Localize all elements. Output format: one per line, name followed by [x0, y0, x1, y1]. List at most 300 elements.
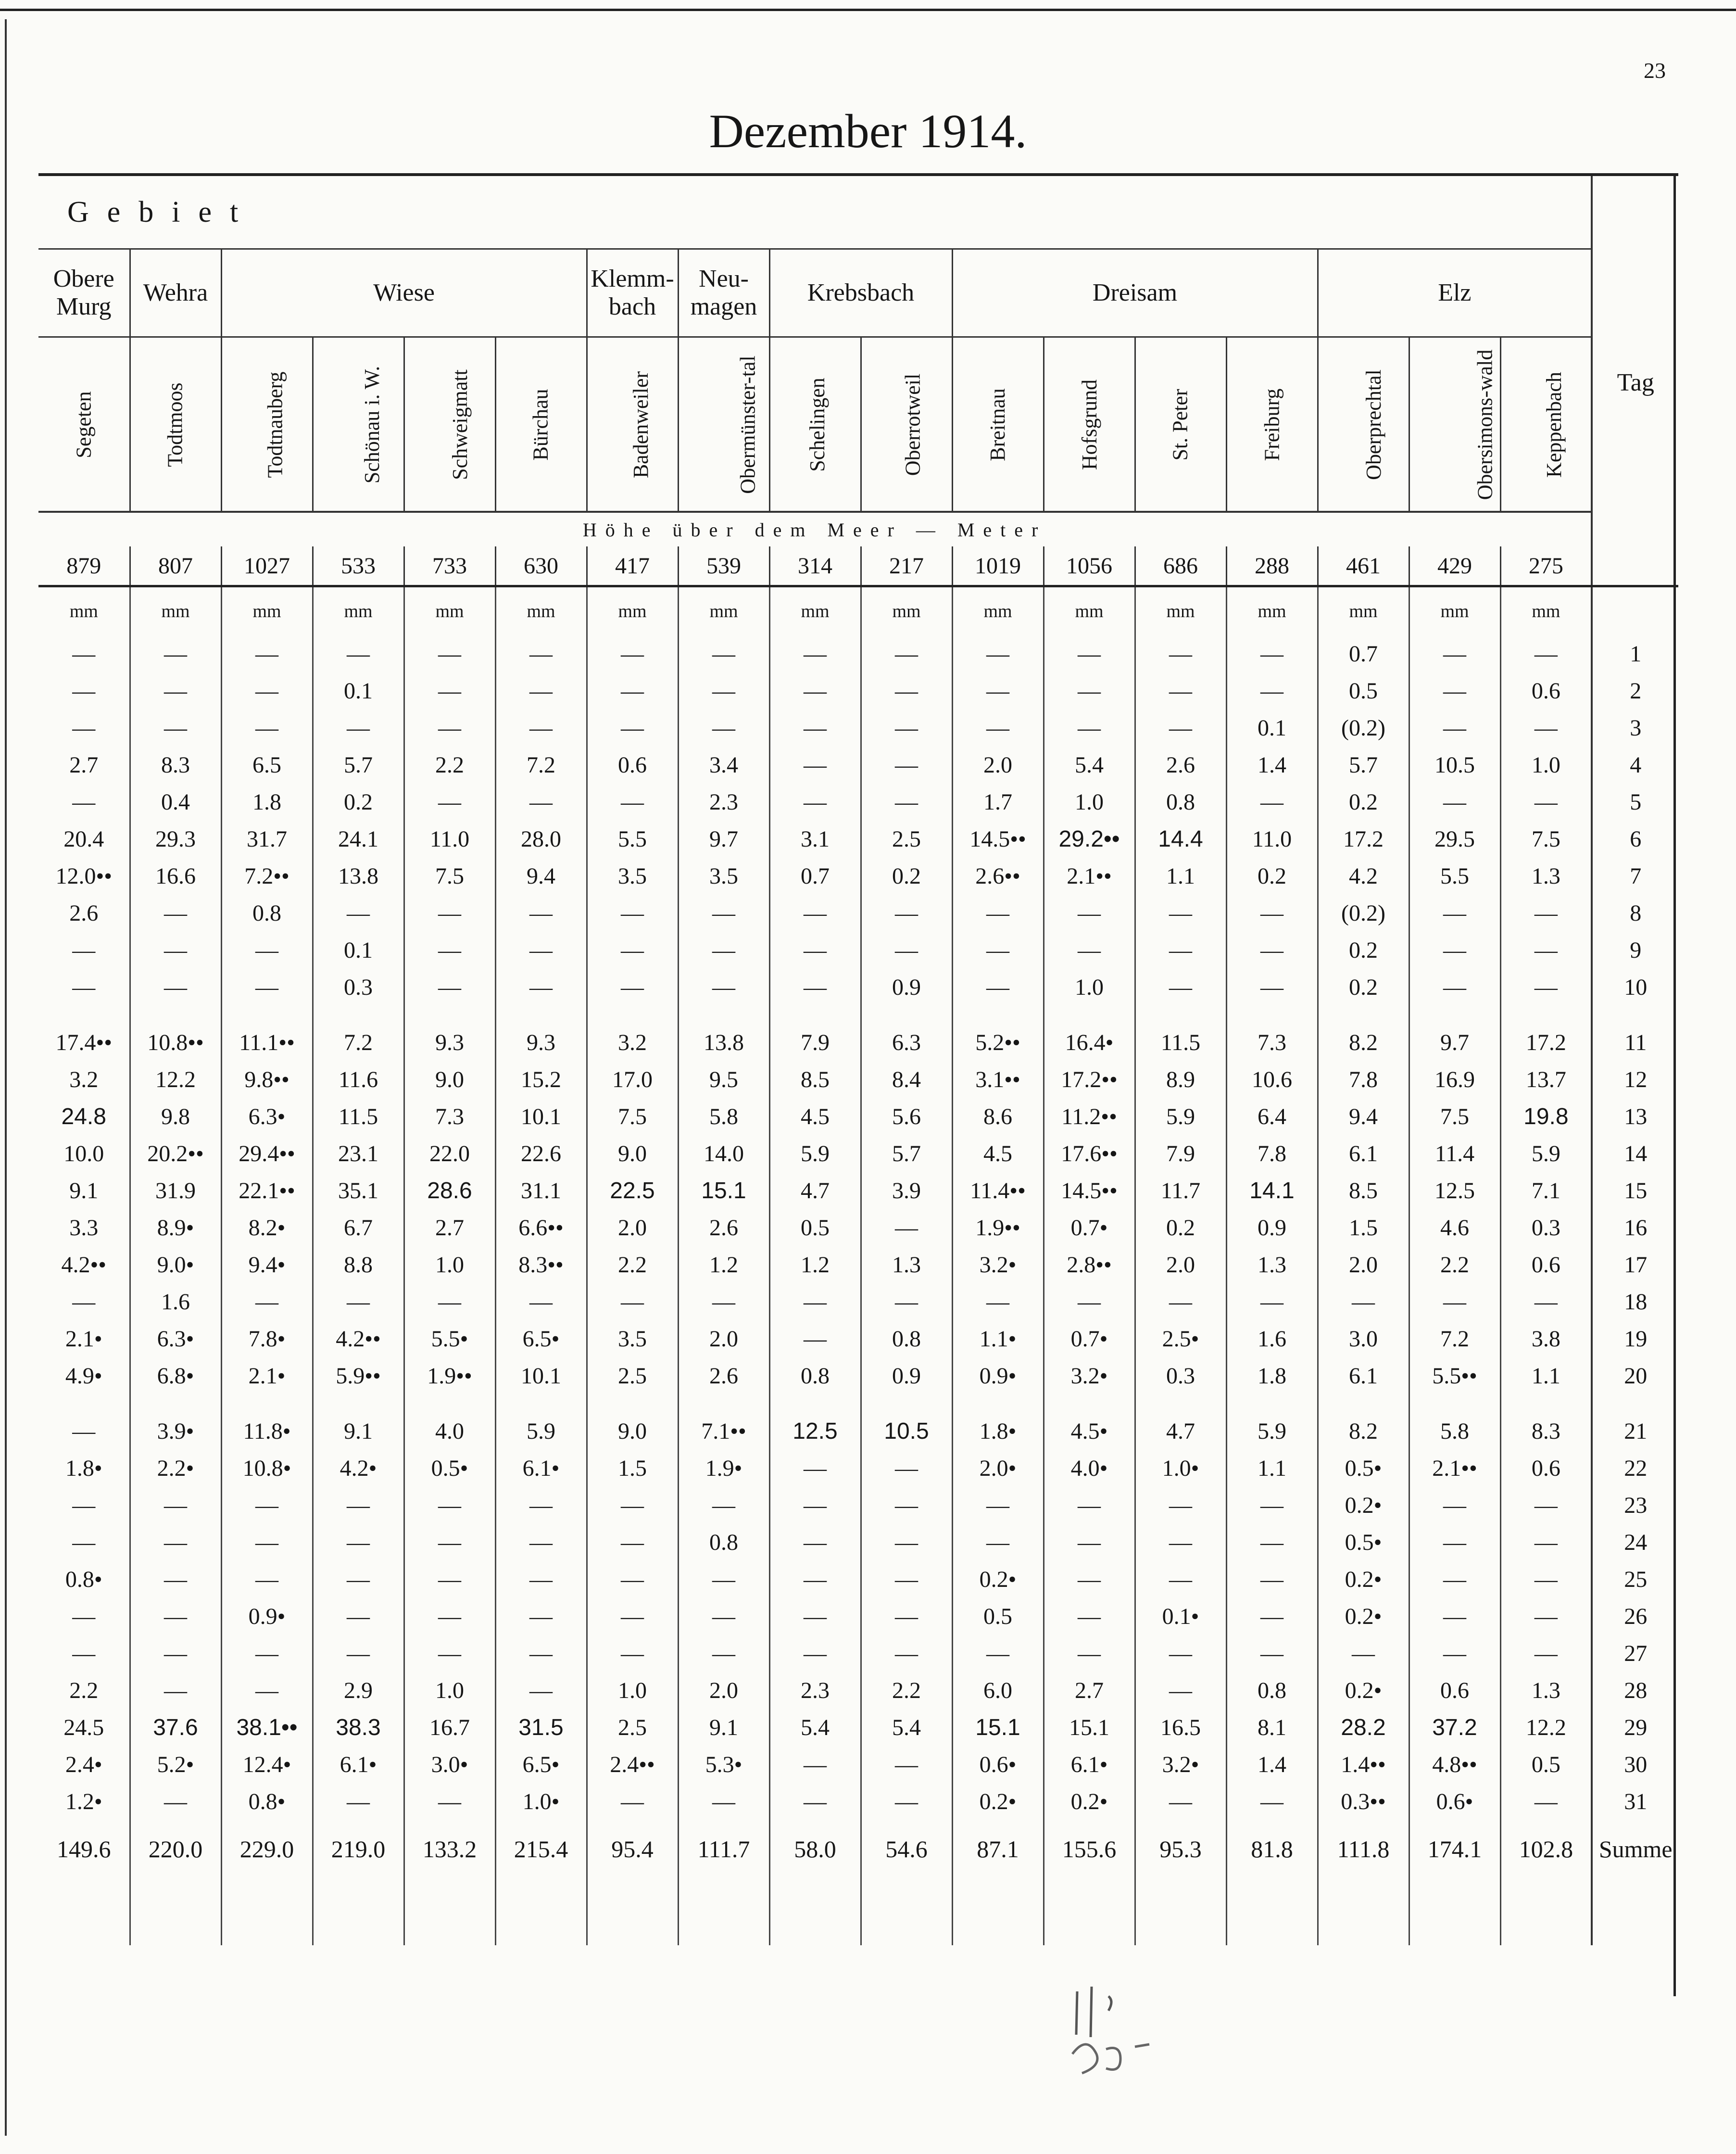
precipitation-cell: 0.9•: [952, 1357, 1044, 1394]
precipitation-cell: —: [72, 1419, 96, 1444]
precipitation-cell: 5.8: [1409, 1394, 1500, 1450]
precipitation-cell: —: [769, 747, 861, 784]
station-altitude: 314: [769, 546, 861, 586]
precipitation-cell: 1.6: [130, 1283, 221, 1320]
precipitation-cell: 0.5: [1500, 1746, 1592, 1783]
precipitation-cell: 4.5: [769, 1098, 861, 1135]
precipitation-cell: 6.1•: [495, 1450, 587, 1487]
precipitation-cell: —: [1226, 635, 1318, 672]
precipitation-cell: 24.8: [61, 1104, 106, 1129]
precipitation-cell: 38.3: [313, 1709, 404, 1746]
precipitation-cell: 9.0: [587, 1135, 678, 1172]
table-row: [38, 784, 1678, 821]
day-number: 29: [1592, 1709, 1678, 1746]
unit-label: mm: [587, 586, 678, 636]
precipitation-cell: 0.5•: [1318, 1450, 1409, 1487]
precipitation-cell: 9.7: [1409, 1006, 1500, 1061]
precipitation-cell: 15.1: [678, 1172, 769, 1209]
precipitation-cell: 5.9: [1226, 1394, 1318, 1450]
precipitation-cell: —: [221, 672, 313, 710]
table-row: [38, 1746, 1678, 1783]
unit-label: mm: [313, 586, 404, 636]
precipitation-cell: 17.4••: [55, 1030, 113, 1055]
precipitation-cell: 19.8: [1500, 1098, 1592, 1135]
table-row: [38, 1098, 1678, 1135]
day-number: 1: [1592, 635, 1678, 672]
precipitation-cell: —: [1409, 784, 1500, 821]
precipitation-cell: 9.3: [404, 1006, 495, 1061]
tag-header-label: Tag: [1617, 369, 1654, 396]
precipitation-cell: 0.2: [1226, 858, 1318, 895]
precipitation-cell: —: [130, 932, 221, 969]
summe-label: Summe: [1592, 1820, 1678, 1878]
group-2: Wehra: [130, 249, 221, 337]
station-header-16: [1409, 337, 1500, 512]
precipitation-cell: —: [313, 1561, 404, 1598]
precipitation-cell: —: [495, 932, 587, 969]
precipitation-cell: —: [404, 895, 495, 932]
precipitation-cell: —: [861, 1598, 952, 1635]
precipitation-cell: 8.4: [861, 1061, 952, 1098]
precipitation-cell: 3.5: [587, 858, 678, 895]
tail-cell: [769, 1878, 861, 1945]
precipitation-cell: 13.8: [313, 858, 404, 895]
day-number: 18: [1592, 1283, 1678, 1320]
summe-cell: 155.6: [1044, 1820, 1135, 1878]
precipitation-cell: 3.2: [69, 1067, 99, 1092]
precipitation-cell: —: [1135, 710, 1226, 747]
table-row: [38, 1246, 1678, 1283]
table-row: [38, 1135, 1678, 1172]
precipitation-cell: —: [221, 1524, 313, 1561]
tail-cell: [495, 1878, 587, 1945]
precipitation-cell: 9.0: [587, 1394, 678, 1450]
precipitation-cell: 10.0: [63, 1141, 104, 1166]
precipitation-cell: 5.5••: [1409, 1357, 1500, 1394]
precipitation-cell: 0.2•: [1318, 1598, 1409, 1635]
station-altitude: 733: [404, 546, 495, 586]
precipitation-cell: 9.8••: [221, 1061, 313, 1098]
precipitation-cell: 2.7: [404, 1209, 495, 1246]
station-name: Oberrotweil: [900, 373, 924, 476]
precipitation-cell: —: [313, 1598, 404, 1635]
station-header-6: [495, 337, 587, 512]
precipitation-cell: —: [769, 1598, 861, 1635]
day-number: 25: [1592, 1561, 1678, 1598]
precipitation-cell: 6.3•: [221, 1098, 313, 1135]
precipitation-cell: 1.4••: [1318, 1746, 1409, 1783]
precipitation-cell: —: [130, 1598, 221, 1635]
precipitation-cell: —: [861, 1209, 952, 1246]
precipitation-cell: —: [221, 635, 313, 672]
precipitation-cell: —: [1318, 1635, 1409, 1672]
precipitation-cell: —: [1135, 635, 1226, 672]
precipitation-cell: 7.3: [404, 1098, 495, 1135]
precipitation-cell: —: [861, 747, 952, 784]
catchment-group-row: [38, 249, 1678, 337]
precipitation-cell: —: [130, 1672, 221, 1709]
precipitation-cell: —: [495, 672, 587, 710]
unit-label: mm: [1409, 586, 1500, 636]
precipitation-cell: —: [861, 895, 952, 932]
station-header-7: [587, 337, 678, 512]
precipitation-cell: 12.5: [1409, 1172, 1500, 1209]
precipitation-cell: —: [1044, 710, 1135, 747]
precipitation-cell: 9.1: [69, 1178, 99, 1204]
precipitation-cell: 3.4: [678, 747, 769, 784]
precipitation-cell: 0.8: [1135, 784, 1226, 821]
precipitation-cell: —: [769, 932, 861, 969]
precipitation-cell: 11.4: [1409, 1135, 1500, 1172]
precipitation-cell: —: [404, 1283, 495, 1320]
precipitation-cell: —: [1409, 635, 1500, 672]
precipitation-cell: —: [678, 1283, 769, 1320]
day-number: 11: [1592, 1006, 1678, 1061]
group-3: Wiese: [221, 249, 587, 337]
precipitation-cell: 8.3: [130, 747, 221, 784]
precipitation-cell: 3.2•: [1044, 1357, 1135, 1394]
precipitation-cell: —: [587, 1561, 678, 1598]
precipitation-cell: —: [404, 932, 495, 969]
table-row: [38, 1283, 1678, 1320]
precipitation-cell: 9.4: [1318, 1098, 1409, 1135]
precipitation-cell: —: [769, 1635, 861, 1672]
precipitation-cell: 1.2•: [65, 1789, 102, 1814]
precipitation-cell: —: [130, 710, 221, 747]
precipitation-cell: —: [678, 1598, 769, 1635]
precipitation-cell: —: [1500, 895, 1592, 932]
precipitation-cell: 31.1: [495, 1172, 587, 1209]
precipitation-cell: 1.4: [1226, 747, 1318, 784]
precipitation-cell: 0.5•: [1318, 1524, 1409, 1561]
precipitation-cell: —: [587, 1524, 678, 1561]
day-number: 8: [1592, 895, 1678, 932]
precipitation-cell: 1.2: [769, 1246, 861, 1283]
precipitation-cell: —: [1226, 895, 1318, 932]
precipitation-cell: 2.3: [678, 784, 769, 821]
precipitation-cell: 1.0: [404, 1246, 495, 1283]
precipitation-cell: 7.2: [1409, 1320, 1500, 1357]
precipitation-cell: —: [130, 672, 221, 710]
table-row: [38, 1006, 1678, 1061]
summe-cell: 219.0: [313, 1820, 404, 1878]
table-row: [38, 821, 1678, 858]
precipitation-cell: 0.3: [1135, 1357, 1226, 1394]
tail-cell: [221, 1878, 313, 1945]
tail-cell: [1592, 1878, 1678, 1945]
precipitation-cell: —: [495, 1283, 587, 1320]
precipitation-cell: —: [1044, 1561, 1135, 1598]
precipitation-cell: 28.2: [1318, 1709, 1409, 1746]
day-number: 31: [1592, 1783, 1678, 1820]
precipitation-cell: —: [769, 1783, 861, 1820]
precipitation-cell: 0.2: [1318, 932, 1409, 969]
summe-cell: 229.0: [221, 1820, 313, 1878]
precipitation-cell: 22.6: [495, 1135, 587, 1172]
precipitation-cell: —: [404, 784, 495, 821]
precipitation-cell: —: [678, 710, 769, 747]
precipitation-cell: 17.2••: [1044, 1061, 1135, 1098]
precipitation-cell: —: [587, 635, 678, 672]
hoehe-label: Höhe über dem Meer — Meter: [38, 512, 1592, 546]
precipitation-cell: 9.4•: [221, 1246, 313, 1283]
precipitation-cell: 1.1•: [952, 1320, 1044, 1357]
precipitation-cell: 5.9••: [313, 1357, 404, 1394]
precipitation-cell: —: [861, 1524, 952, 1561]
precipitation-cell: 9.7: [678, 821, 769, 858]
precipitation-cell: 3.9•: [130, 1394, 221, 1450]
summe-cell: 111.8: [1318, 1820, 1409, 1878]
day-number: 23: [1592, 1487, 1678, 1524]
precipitation-cell: —: [861, 1283, 952, 1320]
precipitation-cell: 20.4: [63, 826, 104, 852]
precipitation-cell: 2.2: [587, 1246, 678, 1283]
precipitation-cell: —: [769, 635, 861, 672]
precipitation-cell: 5.5: [1409, 858, 1500, 895]
precipitation-cell: 0.2: [1135, 1209, 1226, 1246]
precipitation-cell: 0.3: [1500, 1209, 1592, 1246]
day-number: 15: [1592, 1172, 1678, 1209]
precipitation-cell: —: [72, 641, 96, 667]
precipitation-cell: —: [1226, 969, 1318, 1006]
station-name: Freiburg: [1259, 388, 1283, 461]
day-number: 19: [1592, 1320, 1678, 1357]
precipitation-cell: —: [861, 672, 952, 710]
precipitation-cell: 22.0: [404, 1135, 495, 1172]
group-4: Klemm-bach: [587, 249, 678, 337]
precipitation-cell: 1.8: [221, 784, 313, 821]
precipitation-cell: 2.8••: [1044, 1246, 1135, 1283]
precipitation-cell: 1.1: [1226, 1450, 1318, 1487]
unit-label: mm: [130, 586, 221, 636]
precipitation-cell: 5.4: [1044, 747, 1135, 784]
summe-cell: 149.6: [57, 1836, 111, 1863]
precipitation-cell: —: [1409, 1283, 1500, 1320]
gebiet-label: Gebiet: [38, 175, 1592, 249]
precipitation-cell: 0.3: [313, 969, 404, 1006]
station-header-1: [38, 337, 130, 512]
table-row: [38, 1635, 1678, 1672]
precipitation-cell: —: [1226, 672, 1318, 710]
precipitation-cell: 11.5: [1135, 1006, 1226, 1061]
precipitation-cell: 5.5•: [404, 1320, 495, 1357]
precipitation-cell: 6.1•: [313, 1746, 404, 1783]
summe-cell: 87.1: [952, 1820, 1044, 1878]
precipitation-cell: 5.9: [769, 1135, 861, 1172]
precipitation-cell: —: [861, 1450, 952, 1487]
summe-cell: 54.6: [861, 1820, 952, 1878]
precipitation-cell: 6.1•: [1044, 1746, 1135, 1783]
precipitation-cell: 1.5: [1318, 1209, 1409, 1246]
group-1: Obere Murg: [38, 249, 130, 337]
precipitation-cell: 3.5: [678, 858, 769, 895]
table-row: [38, 672, 1678, 710]
precipitation-cell: 5.9: [495, 1394, 587, 1450]
unit-label: mm: [1500, 586, 1592, 636]
precipitation-cell: —: [72, 715, 96, 741]
tail-cell: [587, 1878, 678, 1945]
precipitation-cell: —: [587, 1635, 678, 1672]
precipitation-cell: 0.2•: [952, 1561, 1044, 1598]
precipitation-cell: 7.2••: [221, 858, 313, 895]
table-row: [38, 747, 1678, 784]
precipitation-cell: 5.4: [769, 1709, 861, 1746]
precipitation-cell: 0.6: [1409, 1672, 1500, 1709]
precipitation-cell: —: [404, 1635, 495, 1672]
precipitation-cell: —: [313, 1635, 404, 1672]
precipitation-cell: 2.0: [678, 1672, 769, 1709]
precipitation-cell: —: [495, 1524, 587, 1561]
precipitation-cell: 0.2: [1318, 784, 1409, 821]
precipitation-cell: —: [1044, 895, 1135, 932]
precipitation-cell: —: [1044, 1283, 1135, 1320]
precipitation-cell: —: [861, 1561, 952, 1598]
precipitation-cell: 7.3: [1226, 1006, 1318, 1061]
table-row: [38, 1172, 1678, 1209]
precipitation-cell: 20.2••: [130, 1135, 221, 1172]
precipitation-cell: 1.0: [587, 1672, 678, 1709]
unit-label: mm: [1318, 586, 1409, 636]
precipitation-cell: —: [769, 895, 861, 932]
precipitation-cell: —: [495, 1635, 587, 1672]
precipitation-cell: 2.0: [952, 747, 1044, 784]
day-number: 4: [1592, 747, 1678, 784]
precipitation-cell: 8.9: [1135, 1061, 1226, 1098]
precipitation-cell: 11.7: [1135, 1172, 1226, 1209]
precipitation-cell: 2.4•: [65, 1752, 102, 1777]
precipitation-cell: 1.0•: [495, 1783, 587, 1820]
precipitation-cell: —: [1226, 1283, 1318, 1320]
precipitation-cell: 5.6: [861, 1098, 952, 1135]
precipitation-cell: —: [1500, 1524, 1592, 1561]
precipitation-cell: 9.4: [495, 858, 587, 895]
day-number: 5: [1592, 784, 1678, 821]
summe-cell: 111.7: [678, 1820, 769, 1878]
precipitation-cell: 4.2••: [61, 1252, 107, 1278]
table-row: [38, 969, 1678, 1006]
precipitation-cell: 5.2••: [952, 1006, 1044, 1061]
precipitation-cell: 2.0: [1135, 1246, 1226, 1283]
precipitation-cell: —: [678, 635, 769, 672]
precipitation-cell: 0.9: [861, 969, 952, 1006]
day-number: 12: [1592, 1061, 1678, 1098]
precipitation-cell: 16.9: [1409, 1061, 1500, 1098]
precipitation-cell: 0.8•: [65, 1567, 102, 1592]
group-8: Elz: [1318, 249, 1592, 337]
precipitation-cell: 7.5: [587, 1098, 678, 1135]
precipitation-cell: 14.4: [1135, 821, 1226, 858]
precipitation-cell: —: [587, 1283, 678, 1320]
precipitation-cell: 12.0••: [55, 863, 113, 889]
precipitation-cell: —: [769, 1450, 861, 1487]
tail-cell: [38, 1878, 130, 1945]
group-5: Neu-magen: [678, 249, 769, 337]
unit-label: mm: [952, 586, 1044, 636]
precipitation-cell: 0.3••: [1318, 1783, 1409, 1820]
precipitation-cell: 2.6••: [952, 858, 1044, 895]
day-number: 22: [1592, 1450, 1678, 1487]
precipitation-cell: 6.0: [952, 1672, 1044, 1709]
precipitation-cell: 1.0: [1044, 784, 1135, 821]
precipitation-cell: 2.0•: [952, 1450, 1044, 1487]
precipitation-cell: 1.1: [1500, 1357, 1592, 1394]
precipitation-cell: —: [221, 1283, 313, 1320]
precipitation-cell: —: [587, 1783, 678, 1820]
precipitation-cell: —: [1135, 1672, 1226, 1709]
precipitation-cell: —: [1226, 1598, 1318, 1635]
table-row: [38, 932, 1678, 969]
precipitation-cell: 5.9: [1135, 1098, 1226, 1135]
precipitation-cell: —: [861, 784, 952, 821]
table-tail: [38, 1878, 1678, 1945]
precipitation-cell: 4.6: [1409, 1209, 1500, 1246]
unit-label: mm: [861, 586, 952, 636]
group-6: Krebsbach: [769, 249, 952, 337]
precipitation-cell: 22.1••: [221, 1172, 313, 1209]
precipitation-cell: 7.1: [1500, 1172, 1592, 1209]
precipitation-cell: —: [678, 1783, 769, 1820]
precipitation-cell: —: [861, 1487, 952, 1524]
precipitation-cell: 8.2: [1318, 1394, 1409, 1450]
station-name: Oberprechtal: [1361, 369, 1385, 480]
day-number: 13: [1592, 1098, 1678, 1135]
precipitation-cell: 12.5: [769, 1394, 861, 1450]
day-number: 3: [1592, 710, 1678, 747]
precipitation-cell: 35.1: [313, 1172, 404, 1209]
unit-tag-blank: [1592, 586, 1678, 636]
altitude-row: [38, 546, 1678, 586]
station-header-2: [130, 337, 221, 512]
precipitation-cell: 1.8•: [952, 1394, 1044, 1450]
precipitation-cell: 1.9••: [952, 1209, 1044, 1246]
precipitation-cell: 0.6: [587, 747, 678, 784]
precipitation-cell: 16.7: [404, 1709, 495, 1746]
precipitation-cell: 1.9•: [678, 1450, 769, 1487]
precipitation-cell: 7.5: [404, 858, 495, 895]
precipitation-cell: —: [313, 710, 404, 747]
unit-label: mm: [404, 586, 495, 636]
precipitation-cell: —: [1044, 932, 1135, 969]
precipitation-cell: —: [769, 1487, 861, 1524]
precipitation-cell: —: [1500, 710, 1592, 747]
precipitation-cell: 2.1•: [221, 1357, 313, 1394]
precipitation-cell: 2.3: [769, 1672, 861, 1709]
precipitation-cell: 5.7: [1318, 747, 1409, 784]
precipitation-cell: —: [495, 1672, 587, 1709]
precipitation-cell: 2.1••: [1044, 858, 1135, 895]
precipitation-cell: 7.2: [313, 1006, 404, 1061]
precipitation-cell: 0.2: [313, 784, 404, 821]
precipitation-cell: 3.3: [69, 1215, 99, 1241]
station-name: Bürchau: [529, 388, 553, 461]
station-name: Badenweiler: [629, 371, 653, 478]
table-row: [38, 1561, 1678, 1598]
table-row: [38, 1524, 1678, 1561]
precipitation-cell: 7.9: [1135, 1135, 1226, 1172]
precipitation-cell: 1.2: [678, 1246, 769, 1283]
precipitation-cell: 10.6: [1226, 1061, 1318, 1098]
precipitation-cell: —: [1044, 1524, 1135, 1561]
precipitation-cell: (0.2): [1318, 895, 1409, 932]
table-row: [38, 1783, 1678, 1820]
day-number: 14: [1592, 1135, 1678, 1172]
precipitation-cell: 2.2•: [130, 1450, 221, 1487]
precipitation-cell: 6.5•: [495, 1320, 587, 1357]
precipitation-cell: —: [678, 1561, 769, 1598]
precipitation-cell: —: [678, 1635, 769, 1672]
precipitation-cell: —: [404, 1561, 495, 1598]
tail-cell: [404, 1878, 495, 1945]
